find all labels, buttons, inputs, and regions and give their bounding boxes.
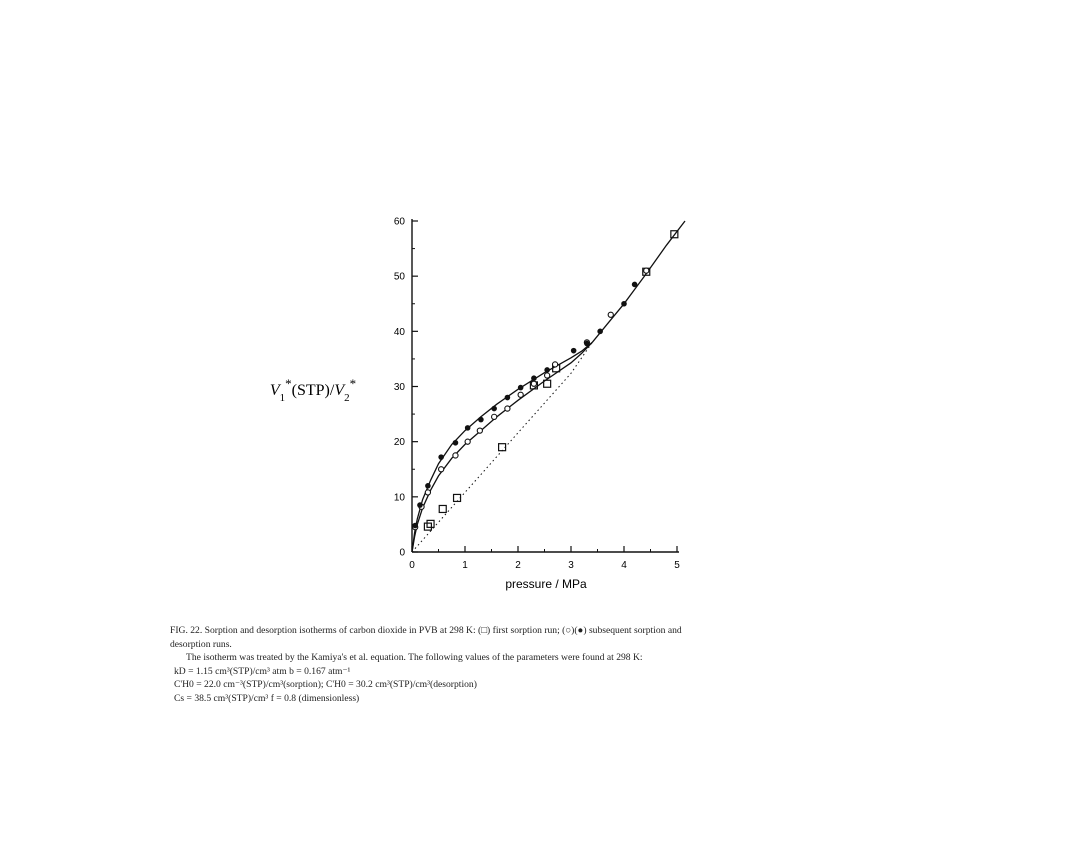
x-tick-label: 0	[409, 560, 415, 571]
open-circle-marker	[644, 268, 649, 273]
fit-curve	[412, 342, 592, 552]
y-axis-label-part: (STP)/	[291, 382, 335, 399]
open-circle-marker	[531, 381, 536, 386]
y-tick-label: 60	[393, 216, 405, 228]
filled-circle-marker	[518, 385, 523, 390]
filled-circle-marker	[418, 503, 423, 508]
open-circle-marker	[545, 373, 550, 378]
open-circle-marker	[608, 312, 613, 317]
open-circle-marker	[425, 490, 430, 495]
y-axis-label-part: 2	[344, 392, 350, 404]
figure-caption	[170, 624, 810, 706]
square-marker	[454, 494, 461, 501]
open-circle-marker	[553, 362, 558, 367]
square-marker	[424, 523, 431, 530]
filled-circle-marker	[532, 376, 537, 381]
filled-circle-marker	[479, 417, 484, 422]
filled-circle-marker	[426, 483, 431, 488]
filled-circle-marker	[545, 368, 550, 373]
filled-circle-marker	[632, 282, 637, 287]
x-tick-label: 3	[568, 560, 574, 571]
filled-circle-marker	[413, 523, 418, 528]
filled-circle-marker	[598, 329, 603, 334]
x-tick-label: 5	[674, 560, 680, 571]
filled-circle-marker	[571, 348, 576, 353]
caption-line: FIG. 22. Sorption and desorption isotherms of carbon dioxide in PVB at 298 K: (□) first sorption run; (○)(●) subsequent sorption and	[170, 625, 682, 636]
filled-circle-marker	[622, 301, 627, 306]
y-tick-label: 30	[393, 382, 405, 393]
open-circle-marker	[518, 392, 523, 397]
filled-circle-marker	[585, 341, 590, 346]
y-tick-label: 40	[393, 326, 405, 338]
square-marker	[439, 505, 446, 512]
x-axis-label: pressure / MPa	[505, 577, 587, 591]
square-marker	[427, 520, 434, 527]
y-axis-label-part: *	[285, 375, 292, 391]
y-axis-label-part: V	[334, 382, 345, 399]
caption-line: kD = 1.15 cm³(STP)/cm³ atm b = 0.167 atm⁻¹	[174, 665, 351, 677]
y-tick-label: 20	[393, 437, 405, 449]
filled-circle-marker	[465, 425, 470, 430]
open-circle-marker	[453, 453, 458, 458]
tick-labels	[394, 217, 680, 572]
y-tick-label: 10	[393, 492, 405, 504]
x-tick-label: 2	[515, 560, 521, 571]
caption-line: Cs = 38.5 cm³(STP)/cm³ f = 0.8 (dimensionless)	[174, 692, 360, 704]
open-circle-marker	[439, 467, 444, 472]
caption-line: The isotherm was treated by the Kamiya's et al. equation. The following values of the parameters were found at 298 K:	[186, 652, 643, 664]
filled-circle-marker	[439, 455, 444, 460]
filled-circle-marker	[492, 406, 497, 411]
caption-line: desorption runs.	[170, 638, 232, 650]
chart-axes	[412, 219, 679, 552]
caption-line: C'H0 = 22.0 cm⁻³(STP)/cm³(sorption); C'H0 = 30.2 cm³(STP)/cm³(desorption)	[174, 679, 477, 691]
y-axis-label	[270, 376, 356, 405]
open-circle-marker	[477, 428, 482, 433]
y-tick-label: 0	[399, 547, 405, 559]
y-axis-label-part: V	[269, 382, 280, 399]
filled-circle-marker	[505, 395, 510, 400]
filled-circle-marker	[453, 440, 458, 445]
y-axis-label-part: *	[349, 375, 357, 391]
x-tick-label: 1	[462, 560, 468, 571]
fit-curve	[592, 221, 685, 342]
fit-curve	[412, 342, 592, 552]
open-circle-marker	[492, 414, 497, 419]
open-circle-marker	[465, 439, 470, 444]
y-axis-label-part: 1	[279, 392, 286, 404]
fit-curve	[412, 342, 592, 552]
y-tick-label: 50	[393, 271, 405, 283]
data-points	[413, 231, 678, 530]
open-circle-marker	[505, 406, 510, 411]
x-tick-label: 4	[621, 560, 627, 571]
